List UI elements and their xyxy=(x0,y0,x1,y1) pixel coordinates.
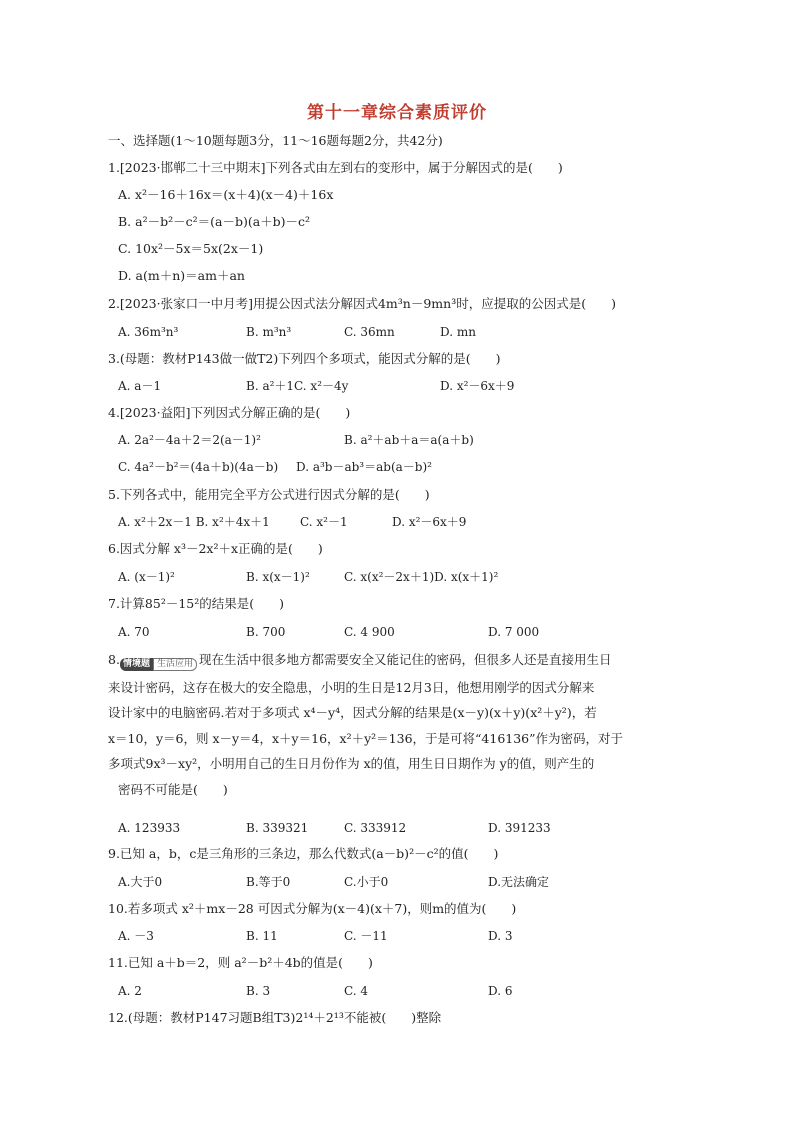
question-2-option-c[interactable]: C. 36mn xyxy=(344,325,395,339)
question-1-option-a[interactable]: A. x²－16＋16x＝(x＋4)(x－4)＋16x xyxy=(118,187,334,202)
question-9-option-b[interactable]: B.等于0 xyxy=(246,875,291,889)
question-1-option-b[interactable]: B. a²－b²－c²＝(a－b)(a＋b)－c² xyxy=(118,214,311,229)
section-heading: 一、选择题(1～10题每题3分，11～16题每题2分，共42分) xyxy=(108,133,443,148)
question-1-option-c[interactable]: C. 10x²－5x＝5x(2x－1) xyxy=(118,241,264,256)
question-8-line-4: x＝10，y＝6，则 x－y＝4，x＋y＝16，x²＋y²＝136，于是可将“416136”作为密码，对于 xyxy=(108,730,624,746)
question-10-option-b[interactable]: B. 11 xyxy=(246,929,278,943)
question-2-option-b[interactable]: B. m³n³ xyxy=(246,325,292,339)
question-7-stem: 7.计算85²－15²的结果是( ) xyxy=(108,596,285,611)
question-3-stem: 3.(母题：教材P143做一做T2)下列四个多项式，能因式分解的是( ) xyxy=(108,351,501,366)
question-11-stem: 11.已知 a＋b＝2，则 a²－b²＋4b的值是( ) xyxy=(108,955,373,970)
question-8-option-b[interactable]: B. 339321 xyxy=(246,821,309,835)
question-11-option-c[interactable]: C. 4 xyxy=(344,984,369,998)
question-6-stem: 6.因式分解 x³－2x²＋x正确的是( ) xyxy=(108,541,323,556)
question-11-option-b[interactable]: B. 3 xyxy=(246,984,271,998)
question-9-option-c[interactable]: C.小于0 xyxy=(344,875,389,889)
question-12-stem: 12.(母题：教材P147习题B组T3)2¹⁴＋2¹³不能被( )整除 xyxy=(108,1010,442,1025)
question-7-option-a[interactable]: A. 70 xyxy=(118,625,150,639)
question-5-option-ab[interactable]: A. x²＋2x－1 B. x²＋4x＋1 xyxy=(118,515,270,529)
question-9-option-a[interactable]: A.大于0 xyxy=(118,875,163,889)
question-3-option-a[interactable]: A. a－1 xyxy=(118,379,162,393)
question-8-option-c[interactable]: C. 333912 xyxy=(344,821,407,835)
question-8-option-d[interactable]: D. 391233 xyxy=(488,821,551,835)
question-8-option-a[interactable]: A. 123933 xyxy=(118,821,181,835)
question-6-option-b[interactable]: B. x(x－1)² xyxy=(246,570,310,584)
question-8-line-1: 8. 情境题 生活应用 现在生活中很多地方都需要安全又能记住的密码，但很多人还是直接用生日 xyxy=(108,647,668,675)
question-9-option-d[interactable]: D.无法确定 xyxy=(488,875,550,889)
question-3-option-d[interactable]: D. x²－6x＋9 xyxy=(440,379,515,393)
question-8-line-2: 来设计密码，这存在极大的安全隐患，小明的生日是12月3日，他想用刚学的因式分解来 xyxy=(108,679,595,695)
question-10-option-d[interactable]: D. 3 xyxy=(488,929,513,943)
question-10-option-a[interactable]: A. －3 xyxy=(118,929,154,943)
question-10-stem: 10.若多项式 x²＋mx－28 可因式分解为(x－4)(x＋7)，则m的值为( ) xyxy=(108,901,517,916)
question-9-stem: 9.已知 a，b，c是三角形的三条边，那么代数式(a－b)²－c²的值( ) xyxy=(108,846,499,861)
question-11-option-a[interactable]: A. 2 xyxy=(118,984,142,998)
question-10-option-c[interactable]: C. －11 xyxy=(344,929,388,943)
question-7-option-d[interactable]: D. 7 000 xyxy=(488,625,540,639)
question-3-option-bc[interactable]: B. a²＋1C. x²－4y xyxy=(246,379,349,393)
question-5-stem: 5.下列各式中，能用完全平方公式进行因式分解的是( ) xyxy=(108,487,430,502)
scenario-badge: 情境题 生活应用 xyxy=(120,649,197,675)
question-6-option-a[interactable]: A. (x－1)² xyxy=(118,570,175,584)
question-6-option-cd[interactable]: C. x(x²－2x＋1)D. x(x＋1)² xyxy=(344,570,499,584)
question-4-stem: 4.[2023·益阳]下列因式分解正确的是( ) xyxy=(108,405,351,420)
question-4-option-c[interactable]: C. 4a²－b²＝(4a＋b)(4a－b) xyxy=(118,460,279,474)
question-11-option-d[interactable]: D. 6 xyxy=(488,984,513,998)
question-1-option-d[interactable]: D. a(m＋n)＝am＋an xyxy=(118,268,245,283)
question-8-line-3: 设计家中的电脑密码.若对于多项式 x⁴－y⁴，因式分解的结果是(x－y)(x＋y)(x²＋y²)，若 xyxy=(108,705,597,720)
question-8-line-5: 多项式9x³－xy²，小明用自己的生日月份作为 x的值，用生日日期作为 y的值，则产生的 xyxy=(108,756,595,771)
question-2-option-a[interactable]: A. 36m³n³ xyxy=(118,325,179,339)
question-4-option-d[interactable]: D. a³b－ab³＝ab(a－b)² xyxy=(296,460,432,474)
page-title: 第十一章综合素质评价 xyxy=(307,103,487,123)
question-8-line-6: 密码不可能是( ) xyxy=(118,781,228,797)
question-2-stem: 2.[2023·张家口一中月考]用提公因式法分解因式4m³n－9mn³时，应提取的公因式是( ) xyxy=(108,296,616,311)
question-5-option-d[interactable]: D. x²－6x＋9 xyxy=(392,515,467,529)
question-4-option-b[interactable]: B. a²＋ab＋a＝a(a＋b) xyxy=(344,433,474,447)
question-1-stem: 1.[2023·邯郸二十三中期末]下列各式由左到右的变形中，属于分解因式的是( ) xyxy=(108,160,563,175)
question-8-stem xyxy=(108,647,668,802)
question-5-option-c[interactable]: C. x²－1 xyxy=(300,515,348,529)
question-4-option-a[interactable]: A. 2a²－4a＋2＝2(a－1)² xyxy=(118,433,261,447)
question-7-option-c[interactable]: C. 4 900 xyxy=(344,625,395,639)
question-7-option-b[interactable]: B. 700 xyxy=(246,625,286,639)
question-2-option-d[interactable]: D. mn xyxy=(440,325,476,339)
